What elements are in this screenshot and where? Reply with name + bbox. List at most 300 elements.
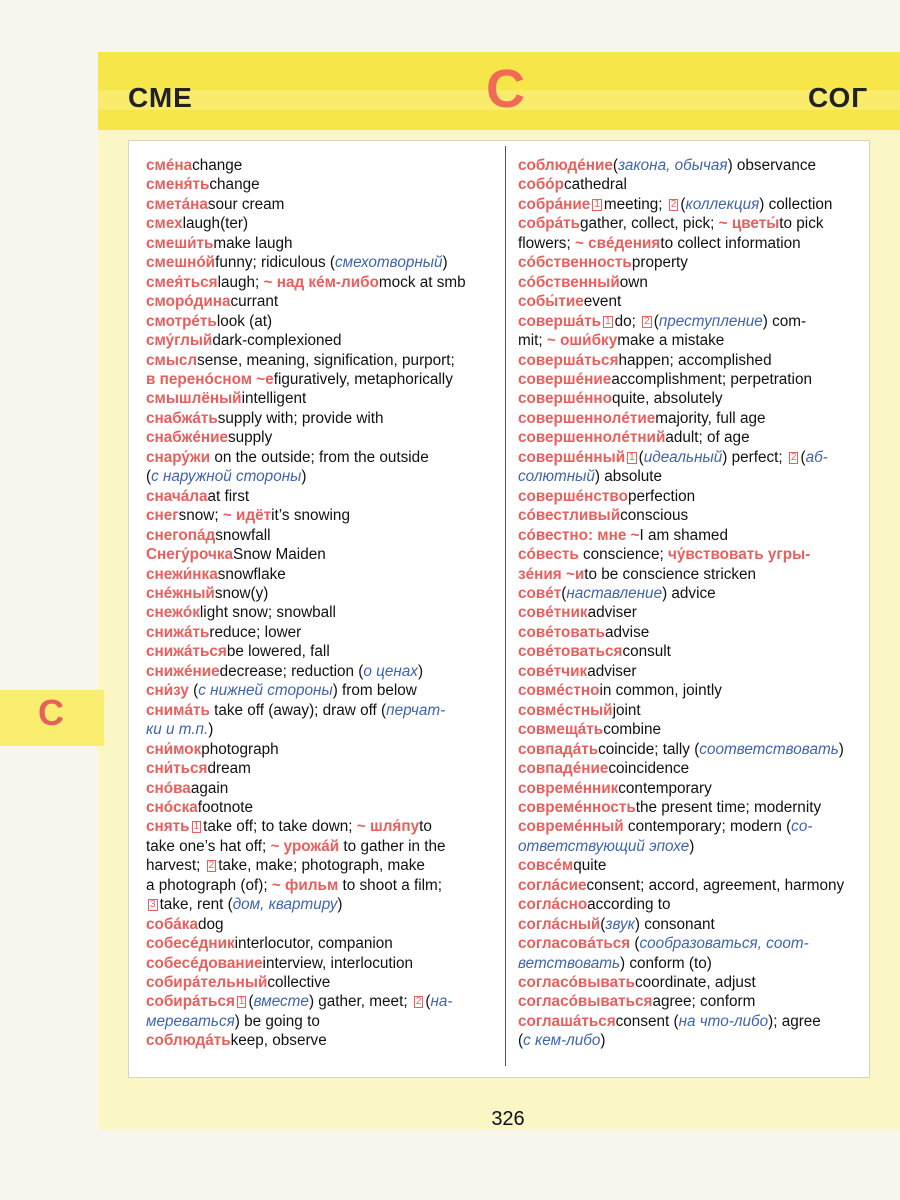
translation-text: figuratively, metaphorically xyxy=(273,370,453,388)
headword: сначáла xyxy=(146,487,208,505)
headword: соглáсно xyxy=(518,896,588,914)
translation-text: conscious xyxy=(620,507,689,525)
translation-text: change xyxy=(209,176,260,194)
translation-text: take, rent ( xyxy=(159,896,233,914)
headword: собесéдник xyxy=(146,935,235,953)
headword: смéна xyxy=(146,157,193,174)
headword: совершéнно xyxy=(518,390,612,408)
translation-text: Snow Maiden xyxy=(233,546,326,564)
translation-text: snow(y) xyxy=(214,584,269,602)
dictionary-line xyxy=(518,934,866,953)
headword: смешнóй xyxy=(146,254,216,272)
translation-text: ) xyxy=(208,721,214,739)
translation-text: ) from below xyxy=(332,682,417,700)
dictionary-line xyxy=(518,798,866,817)
dictionary-line xyxy=(146,584,492,603)
translation-text: to pick xyxy=(779,215,824,233)
headword: совéт xyxy=(518,584,562,602)
gloss-note: аб- xyxy=(805,448,828,466)
translation-text: snowflake xyxy=(217,565,286,583)
headword: сóвестно: мне ~ xyxy=(518,526,640,544)
headword: в перенóсном ~е xyxy=(146,370,274,388)
headword: сметáна xyxy=(146,195,208,213)
dictionary-line xyxy=(146,292,492,311)
headword: сóвесть xyxy=(518,546,579,564)
translation-text: photograph xyxy=(201,740,279,758)
headword: собирáтельный xyxy=(146,974,268,992)
headword: ~ над кéм-либо xyxy=(263,273,379,291)
translation-text: take off (away); draw off ( xyxy=(209,701,387,719)
dictionary-line xyxy=(518,817,866,836)
translation-text: according to xyxy=(587,896,671,914)
headword: соглáсный xyxy=(518,915,601,933)
translation-text: adviser xyxy=(587,604,637,622)
translation-text: ) be going to xyxy=(234,1012,320,1030)
dictionary-line xyxy=(518,331,866,350)
translation-text: keep, observe xyxy=(230,1032,327,1050)
dictionary-line xyxy=(146,565,492,584)
translation-text: ( xyxy=(653,312,659,330)
translation-text: advise xyxy=(605,623,650,641)
headword: ~ свéдения xyxy=(574,234,661,252)
headword: совершéнный xyxy=(518,448,626,466)
dictionary-line xyxy=(146,467,492,486)
gloss-note: солютный xyxy=(518,468,595,486)
headword: совéтоваться xyxy=(518,643,623,661)
translation-text: look (at) xyxy=(216,312,273,330)
translation-text: property xyxy=(631,254,688,272)
dictionary-line xyxy=(518,273,866,292)
translation-text: dream xyxy=(207,760,251,778)
headword: собрáние xyxy=(518,195,591,213)
translation-text: change xyxy=(192,157,243,174)
translation-text: consent ( xyxy=(615,1012,679,1030)
translation-text: intelligent xyxy=(241,390,307,408)
dictionary-line xyxy=(518,856,866,875)
translation-text: ( xyxy=(425,993,431,1011)
translation-text: ) xyxy=(689,837,695,855)
translation-text: ) absolute xyxy=(594,468,663,486)
headword: снижáться xyxy=(146,643,227,661)
sense-number: 2 xyxy=(644,315,650,327)
translation-text: be lowered, fall xyxy=(226,643,330,661)
dictionary-line xyxy=(146,428,492,447)
dictionary-line xyxy=(518,292,866,311)
translation-text: cathedral xyxy=(564,176,627,194)
headword: снару́жи xyxy=(146,448,211,466)
headword: совсéм xyxy=(518,857,574,875)
translation-text: to gather in the xyxy=(339,837,446,855)
gloss-note: соответствовать xyxy=(699,740,839,758)
headword: смех xyxy=(146,215,183,233)
dictionary-line xyxy=(518,701,866,720)
dictionary-line xyxy=(518,565,866,584)
dictionary-line xyxy=(146,370,492,389)
gloss-note: ки и т.п. xyxy=(146,721,209,739)
headword: сни́зу xyxy=(146,682,189,700)
dictionary-line xyxy=(146,545,492,564)
dictionary-line xyxy=(518,545,866,564)
dictionary-line xyxy=(518,759,866,778)
gloss-note: ветствовать xyxy=(518,954,621,972)
dictionary-line xyxy=(146,740,492,759)
headword: смысл xyxy=(146,351,198,369)
column-divider xyxy=(505,146,506,1066)
side-tab-letter: С xyxy=(38,692,64,733)
dictionary-line xyxy=(146,895,492,914)
headword: собесéдование xyxy=(146,954,263,972)
dictionary-line xyxy=(146,915,492,934)
dictionary-line xyxy=(518,175,866,194)
translation-text: coincide; tally ( xyxy=(598,740,700,758)
dictionary-line xyxy=(146,448,492,467)
dictionary-line xyxy=(518,1031,866,1050)
headword: совремéнность xyxy=(518,798,636,816)
translation-text: ) xyxy=(838,740,844,758)
dictionary-line xyxy=(518,779,866,798)
dictionary-line xyxy=(146,779,492,798)
dictionary-line xyxy=(146,954,492,973)
dictionary-line xyxy=(146,214,492,233)
sense-number: 1 xyxy=(238,996,245,1008)
translation-text: harvest; xyxy=(146,857,205,875)
translation-text: contemporary; modern ( xyxy=(623,818,792,836)
translation-text: dark-complexioned xyxy=(212,332,342,350)
headword: снабжáть xyxy=(146,409,218,427)
dictionary-line xyxy=(146,1031,492,1050)
headword: совéтник xyxy=(518,604,588,622)
translation-text: funny; ridiculous ( xyxy=(215,254,335,272)
translation-text: gather, collect, pick; xyxy=(580,215,719,233)
dictionary-line xyxy=(518,487,866,506)
dictionary-line xyxy=(146,759,492,778)
translation-text: combine xyxy=(603,721,662,739)
translation-text: ) collection xyxy=(759,195,833,213)
headword: Снегу́рочка xyxy=(146,546,234,564)
headword: ~ оши́бку xyxy=(546,332,618,350)
dictionary-line xyxy=(146,253,492,272)
translation-text: meeting; xyxy=(603,195,667,213)
dictionary-line xyxy=(518,642,866,661)
translation-text: happen; accomplished xyxy=(618,351,772,369)
translation-text: on the outside; from the outside xyxy=(210,448,429,466)
sense-number: 1 xyxy=(193,821,200,833)
sense-number: 1 xyxy=(605,315,611,327)
translation-text: adviser xyxy=(587,662,637,680)
translation-text: ( xyxy=(630,935,640,953)
dictionary-line xyxy=(146,681,492,700)
headword: совремéнный xyxy=(518,818,624,836)
gloss-note: смехотворный xyxy=(334,254,443,272)
headword: сóвестливый xyxy=(518,507,621,525)
translation-text: I am shamed xyxy=(639,526,728,544)
headword: сменя́ть xyxy=(146,176,210,194)
translation-text: sense, meaning, signification, purport; xyxy=(197,351,455,369)
sense-number: 2 xyxy=(670,198,677,210)
dictionary-line xyxy=(518,370,866,389)
headword: совершáть xyxy=(518,312,602,330)
dictionary-line xyxy=(518,389,866,408)
translation-text: consent; accord, agreement, harmony xyxy=(586,876,845,894)
gloss-note: идеальный xyxy=(643,448,723,466)
dictionary-line xyxy=(518,526,866,545)
dictionary-line xyxy=(146,351,492,370)
dictionary-line xyxy=(146,409,492,428)
dictionary-line xyxy=(146,992,492,1011)
dictionary-line xyxy=(146,506,492,525)
dictionary-line xyxy=(518,623,866,642)
translation-text: conscience; xyxy=(578,546,669,564)
translation-text: ( xyxy=(561,584,567,602)
translation-text: accomplishment; perpetration xyxy=(611,370,812,388)
sense-number: 2 xyxy=(790,451,797,463)
dictionary-line xyxy=(518,156,866,175)
guide-word-left: СМЕ xyxy=(128,82,193,113)
translation-text: to xyxy=(419,818,432,836)
headword: собы́тие xyxy=(518,293,584,311)
translation-text: footnote xyxy=(197,798,254,816)
headword: ~ цветы́ xyxy=(718,215,780,233)
translation-text: coordinate, adjust xyxy=(635,974,756,992)
headword: сóбственный xyxy=(518,273,620,291)
headword: совершéние xyxy=(518,370,612,388)
headword: сни́мок xyxy=(146,740,202,758)
headword: снежóк xyxy=(146,604,200,622)
dictionary-line xyxy=(146,662,492,681)
headword: соглáсие xyxy=(518,876,587,894)
translation-text: interlocutor, companion xyxy=(234,935,393,953)
dictionary-line xyxy=(518,253,866,272)
dictionary-line xyxy=(146,526,492,545)
translation-text: again xyxy=(190,779,229,797)
dictionary-line xyxy=(146,603,492,622)
dictionary-line xyxy=(146,312,492,331)
headword: совмéстно xyxy=(518,682,600,700)
translation-text: joint xyxy=(612,701,641,719)
translation-text: ( xyxy=(518,1032,524,1050)
headword: соблюдáть xyxy=(146,1032,231,1050)
dictionary-line xyxy=(518,740,866,759)
gloss-note: коллекция xyxy=(685,195,760,213)
gloss-note: ответствующий эпохе xyxy=(518,837,690,855)
dictionary-line xyxy=(518,409,866,428)
dictionary-line xyxy=(146,623,492,642)
dictionary-line xyxy=(146,1012,492,1031)
headword: совершéнство xyxy=(518,487,628,505)
dictionary-line xyxy=(518,1012,866,1031)
headword: смеши́ть xyxy=(146,234,214,252)
gloss-note: с наружной стороны xyxy=(151,468,302,486)
translation-text: event xyxy=(583,293,622,311)
sense-number: 2 xyxy=(415,996,422,1008)
translation-text: ) xyxy=(301,468,307,486)
right-column xyxy=(518,156,866,1051)
translation-text: it’s snowing xyxy=(271,507,350,525)
translation-text: consult xyxy=(622,643,671,661)
translation-text: flowers; xyxy=(518,234,575,252)
headword: совéтчик xyxy=(518,662,588,680)
dictionary-line xyxy=(518,662,866,681)
dictionary-line xyxy=(146,837,492,856)
headword: ~ фильм xyxy=(271,876,339,894)
translation-text: ( xyxy=(188,682,199,700)
dictionary-line xyxy=(518,312,866,331)
translation-text: to collect information xyxy=(660,234,801,252)
headword: соглашáться xyxy=(518,1012,616,1030)
gloss-note: сообразоваться, соот- xyxy=(639,935,809,953)
translation-text: ); agree xyxy=(768,1012,821,1030)
headword: снежи́нка xyxy=(146,565,218,583)
dictionary-line xyxy=(518,351,866,370)
headword: зéния ~и xyxy=(518,565,585,583)
sense-number: 1 xyxy=(629,451,635,463)
headword: совéтовать xyxy=(518,623,606,641)
translation-text: adult; of age xyxy=(665,429,750,447)
headword: собáка xyxy=(146,915,198,933)
headword: совершеннолéтие xyxy=(518,409,656,427)
dictionary-line xyxy=(518,584,866,603)
translation-text: make laugh xyxy=(213,234,293,252)
dictionary-line xyxy=(146,798,492,817)
headword: ~ урожáй xyxy=(270,837,340,855)
translation-text: ) xyxy=(442,254,448,272)
dictionary-line xyxy=(518,428,866,447)
translation-text: sour cream xyxy=(207,195,285,213)
translation-text: own xyxy=(619,273,648,291)
gloss-note: дом, квартиру xyxy=(232,896,338,914)
dictionary-line xyxy=(518,603,866,622)
headword: снять xyxy=(146,818,190,836)
dictionary-line xyxy=(146,876,492,895)
headword: сморóдина xyxy=(146,293,231,311)
dictionary-line xyxy=(518,876,866,895)
dictionary-line xyxy=(518,195,866,214)
dictionary-line xyxy=(146,331,492,350)
dictionary-line xyxy=(518,992,866,1011)
translation-text: mock at smb xyxy=(378,273,466,291)
headword: снижáть xyxy=(146,623,210,641)
translation-text: ) xyxy=(417,662,424,680)
headword: снéжный xyxy=(146,584,215,602)
translation-text: ( xyxy=(638,448,644,466)
translation-text: ) gather, meet; xyxy=(308,993,412,1011)
dictionary-line xyxy=(146,701,492,720)
dictionary-line xyxy=(146,817,492,836)
gloss-note: на- xyxy=(430,993,453,1011)
translation-text: supply xyxy=(228,429,273,447)
translation-text: ( xyxy=(800,448,806,466)
dictionary-line xyxy=(518,895,866,914)
translation-text: ) com- xyxy=(762,312,807,330)
headword: ~ шля́пу xyxy=(356,818,420,836)
translation-text: take, make; photograph, make xyxy=(218,857,425,875)
translation-text: interview, interlocution xyxy=(262,954,414,972)
headword: смея́ться xyxy=(146,273,218,291)
translation-text: in common, jointly xyxy=(599,682,722,700)
dictionary-line xyxy=(518,234,866,253)
translation-text: quite xyxy=(573,857,607,875)
translation-text: ( xyxy=(680,195,686,213)
translation-text: currant xyxy=(230,293,279,311)
headword: совпадéние xyxy=(518,760,609,778)
translation-text: agree; conform xyxy=(652,993,756,1011)
headword: снегопáд xyxy=(146,526,216,544)
dictionary-line xyxy=(518,915,866,934)
translation-text: collective xyxy=(267,974,331,992)
sense-number: 3 xyxy=(150,899,156,911)
headword: снег xyxy=(146,507,179,525)
page-number: 326 xyxy=(491,1108,525,1130)
translation-text: mit; xyxy=(518,332,547,350)
headword: сму́глый xyxy=(146,332,213,350)
translation-text: the present time; modernity xyxy=(635,798,822,816)
translation-text: dog xyxy=(197,915,224,933)
translation-text: snowfall xyxy=(215,526,271,544)
translation-text: ( xyxy=(146,468,152,486)
headword: совпадáть xyxy=(518,740,599,758)
gloss-note: мереваться xyxy=(146,1012,235,1030)
dictionary-line xyxy=(146,195,492,214)
gloss-note: преступление xyxy=(658,312,763,330)
gloss-note: звук xyxy=(605,915,635,933)
headword: ~ идёт xyxy=(222,507,272,525)
sense-number: 1 xyxy=(594,198,600,210)
left-column xyxy=(146,156,492,1051)
headword: совмéстный xyxy=(518,701,613,719)
translation-text: to shoot a film; xyxy=(338,876,443,894)
translation-text: decrease; reduction ( xyxy=(219,662,364,680)
headword: чу́вствовать угры- xyxy=(668,546,811,564)
translation-text: ) consonant xyxy=(634,915,715,933)
translation-text: ) conform (to) xyxy=(620,954,712,972)
headword: снóва xyxy=(146,779,191,797)
headword: совмещáть xyxy=(518,721,604,739)
headword: снижéние xyxy=(146,662,220,680)
translation-text: coincidence xyxy=(608,760,690,778)
translation-text: to be conscience stricken xyxy=(584,565,757,583)
translation-text: make a mistake xyxy=(617,332,725,350)
translation-text: contemporary xyxy=(618,779,712,797)
gloss-note: с нижней стороны xyxy=(198,682,333,700)
translation-text: supply with; provide with xyxy=(217,409,384,427)
translation-text: ) xyxy=(337,896,343,914)
translation-text: ) perfect; xyxy=(722,448,787,466)
headword: согласóвывать xyxy=(518,974,635,992)
dictionary-line xyxy=(518,973,866,992)
gloss-note: с кем-либо xyxy=(523,1032,601,1050)
translation-text: light snow; snowball xyxy=(199,604,336,622)
headword: сóбственность xyxy=(518,254,632,272)
section-letter: С xyxy=(486,59,525,119)
translation-text: take one’s hat off; xyxy=(146,837,271,855)
gloss-note: со- xyxy=(791,818,813,836)
gloss-note: закона, обычая xyxy=(617,157,728,174)
dictionary-line xyxy=(146,856,492,875)
translation-text: perfection xyxy=(627,487,696,505)
gloss-note: вместе xyxy=(253,993,309,1011)
translation-text: ) xyxy=(600,1032,606,1050)
headword: соблюдéние xyxy=(518,157,613,174)
gloss-note: наставление xyxy=(566,584,663,602)
dictionary-line xyxy=(146,642,492,661)
translation-text: ) advice xyxy=(662,584,716,602)
dictionary-line xyxy=(146,934,492,953)
headword: снóска xyxy=(146,798,198,816)
headword: смышлёный xyxy=(146,390,242,408)
guide-word-right: СОГ xyxy=(808,82,869,113)
translation-text: ( xyxy=(248,993,254,1011)
gloss-note: перчат- xyxy=(386,701,446,719)
